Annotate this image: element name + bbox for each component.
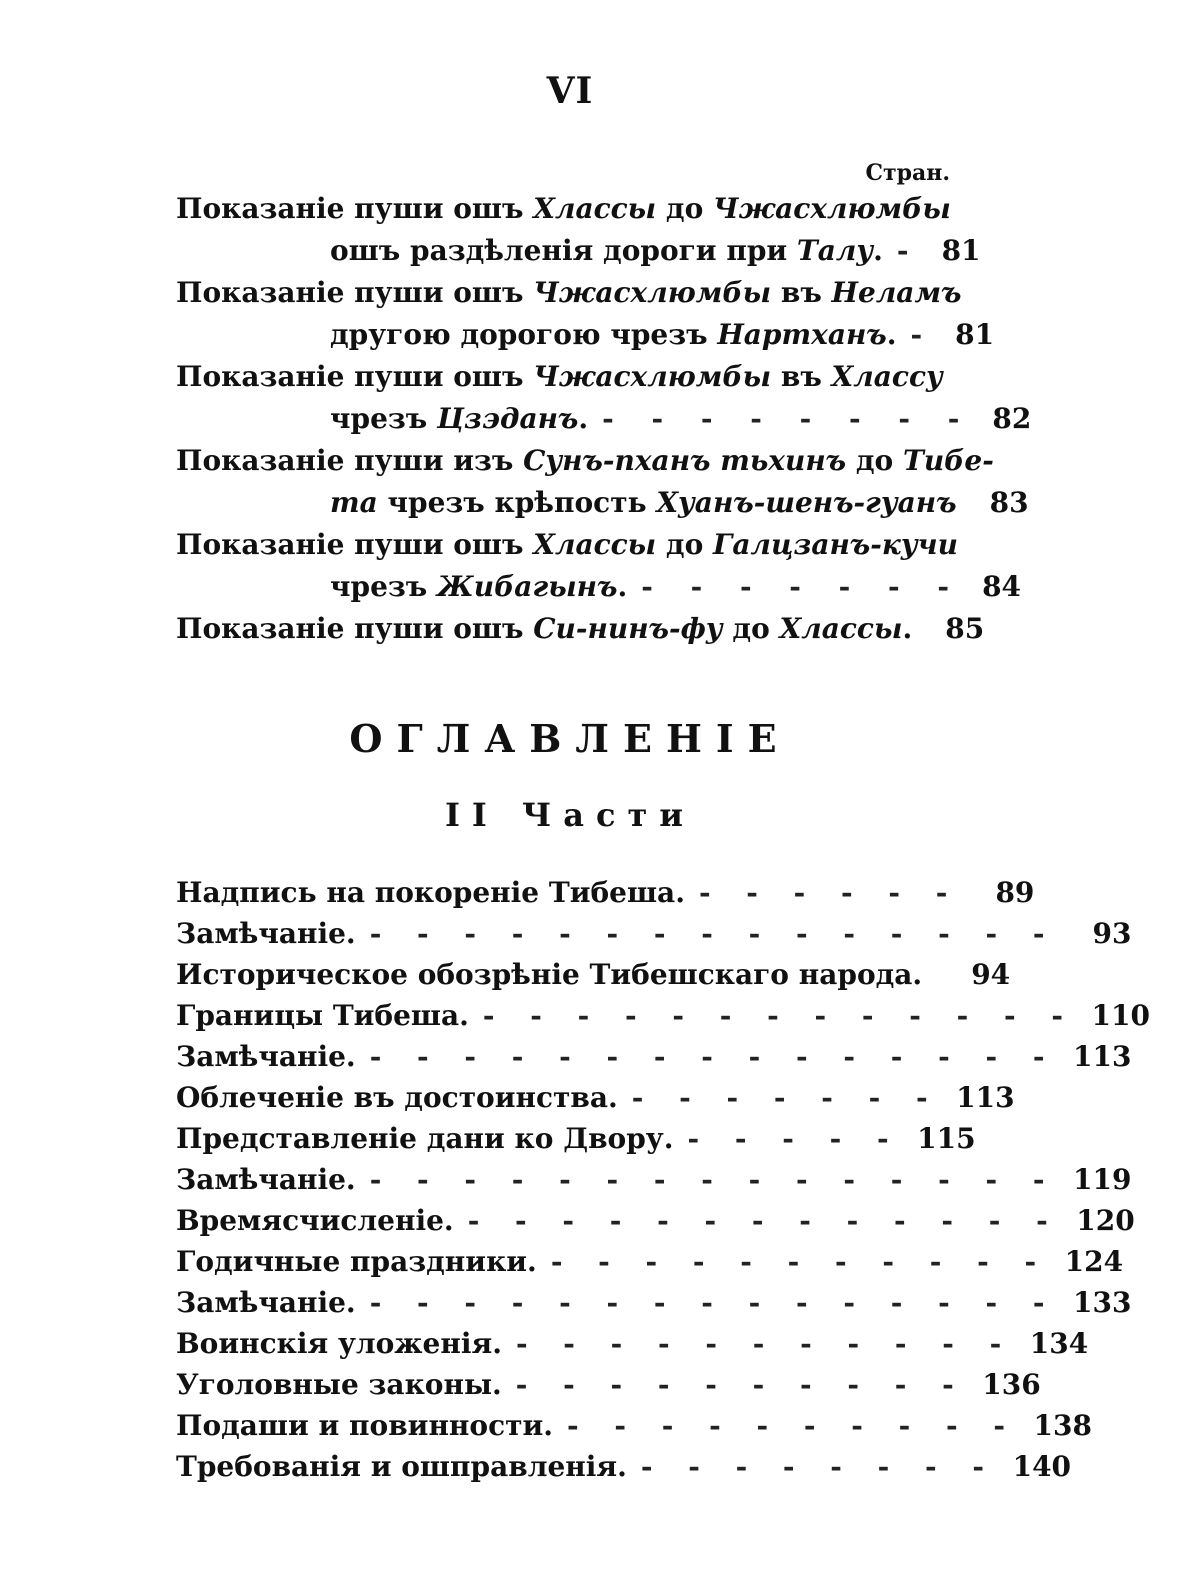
place-name: Хлассы — [533, 192, 657, 225]
place-name: Нартханъ — [717, 318, 887, 351]
dot-leader: - - - - - - - - - - — [515, 1368, 967, 1401]
dot-leader: - - - - - - - — [631, 1081, 941, 1114]
toc-page-number: 124 — [1064, 1245, 1124, 1278]
toc-row — [176, 1200, 1135, 1241]
route-page-number: 85 — [945, 612, 985, 645]
place-name: Талу — [796, 234, 874, 267]
route-text-segment: чрезъ — [330, 402, 437, 435]
toc-row — [176, 1118, 976, 1159]
route-text-segment: Показаніе пуши ошъ — [176, 360, 534, 393]
toc-row — [176, 1159, 1132, 1200]
contents-heading: ОГЛАВЛЕНІЕ — [349, 716, 791, 761]
route-text — [176, 272, 961, 314]
toc-row — [176, 1036, 1132, 1077]
toc-page-number: 133 — [1073, 1286, 1132, 1319]
toc-title: Надпись на покореніе Тибеша. — [176, 876, 685, 909]
route-text — [330, 482, 957, 524]
dot-leader: - — [910, 318, 937, 351]
route-line — [176, 440, 994, 482]
route-page-number: 81 — [941, 234, 981, 267]
route-text-segment: Показаніе пуши ошъ — [176, 612, 534, 645]
dot-leader: - - - - - - - - - - - - - - - — [369, 1163, 1058, 1196]
toc-title: Замѣчаніе. — [176, 1286, 356, 1319]
place-name: Тибе- — [902, 444, 994, 477]
toc-page-number: 119 — [1073, 1163, 1132, 1196]
dot-leader: - - - - - - — [698, 876, 961, 909]
toc-title: Границы Тибеша. — [176, 999, 469, 1032]
route-text-segment: въ — [771, 360, 832, 393]
table-of-contents — [176, 872, 1150, 1487]
toc-row — [176, 1282, 1132, 1323]
route-text-segment: до — [656, 528, 714, 561]
route-text-segment: . — [886, 318, 897, 351]
route-line — [176, 566, 1022, 608]
dot-leader: - - - - - - - - - - - — [550, 1245, 1050, 1278]
place-name: Галцзанъ-кучи — [713, 528, 958, 561]
route-page-number: 82 — [992, 402, 1032, 435]
toc-row — [176, 1077, 1015, 1118]
place-name: Хлассы — [533, 528, 657, 561]
dot-leader: - - - - - - - - - - - — [515, 1327, 1015, 1360]
route-text-segment: Показаніе пуши ошъ — [176, 528, 534, 561]
place-name: Си-нинъ-фу — [533, 612, 723, 645]
route-text — [330, 566, 627, 608]
toc-page-number: 120 — [1076, 1204, 1135, 1237]
route-text-segment: Показаніе пуши ошъ — [176, 276, 534, 309]
toc-row — [176, 1446, 1072, 1487]
route-line — [176, 230, 981, 272]
toc-page-number: 93 — [1092, 917, 1132, 950]
dot-leader: - - - - - - - - - - - - - - - — [369, 1040, 1058, 1073]
toc-row — [176, 1364, 1041, 1405]
dot-leader: - - - - - - - - — [640, 1450, 998, 1483]
route-entry — [176, 440, 1029, 524]
route-line — [176, 272, 962, 314]
toc-row — [176, 1405, 1092, 1446]
route-text-segment: въ — [771, 276, 832, 309]
route-entry — [176, 272, 995, 356]
dot-leader: - - - - - - - - — [602, 402, 974, 435]
route-text — [176, 608, 912, 650]
toc-title: Воинскія уложенія. — [176, 1327, 502, 1360]
toc-row — [176, 913, 1132, 954]
dot-leader: - - - - - — [687, 1122, 902, 1155]
toc-title: Требованія и ошправленія. — [176, 1450, 627, 1483]
place-name: Чжасхлюмбы — [533, 360, 772, 393]
route-text-segment: Показаніе пуши ошъ — [176, 192, 534, 225]
toc-page-number: 134 — [1029, 1327, 1089, 1360]
route-text-segment: до — [656, 192, 714, 225]
toc-row — [176, 995, 1150, 1036]
toc-title: Историческое обозрѣніе Тибешскаго народа. — [176, 958, 923, 991]
route-text — [176, 356, 943, 398]
route-line — [176, 608, 985, 650]
toc-title: Годичные праздники. — [176, 1245, 537, 1278]
route-entry — [176, 608, 985, 650]
route-text-segment: другою дорогою чрезъ — [330, 318, 718, 351]
dot-leader: - - - - - - - - - - - - - — [467, 1204, 1061, 1237]
place-name: Хлассы — [779, 612, 903, 645]
route-list — [176, 188, 1032, 650]
toc-title: Облеченіе въ достоинства. — [176, 1081, 618, 1114]
place-name: Чжасхлюмбы — [533, 276, 772, 309]
route-text-segment: . — [578, 402, 589, 435]
route-entry — [176, 524, 1022, 608]
dot-leader: - - - - - - - - - - - - - — [482, 999, 1076, 1032]
place-name: Хуанъ-шенъ-гуанъ — [656, 486, 957, 519]
contents-subheading: II Части — [444, 796, 696, 834]
toc-page-number: 138 — [1033, 1409, 1092, 1442]
route-text — [176, 524, 958, 566]
place-name: Чжасхлюмбы — [713, 192, 951, 225]
dot-leader: - - - - - - - — [641, 570, 964, 603]
toc-page-number: 115 — [917, 1122, 976, 1155]
route-text-segment: до — [722, 612, 780, 645]
route-line — [176, 482, 1029, 524]
route-entry — [176, 188, 981, 272]
toc-title: Времясчисленіе. — [176, 1204, 454, 1237]
dot-leader: - - - - - - - - - - - - - - - — [369, 917, 1058, 950]
route-text — [176, 440, 994, 482]
place-name: Цзэданъ — [436, 402, 579, 435]
page-folio: VI — [546, 70, 594, 112]
toc-page-number: 140 — [1012, 1450, 1072, 1483]
route-page-number: 84 — [982, 570, 1022, 603]
toc-page-number: 136 — [982, 1368, 1041, 1401]
route-text-segment: Показаніе пуши изъ — [176, 444, 524, 477]
route-text — [330, 314, 897, 356]
route-text-segment: . — [902, 612, 913, 645]
page-column-header: Стран. — [865, 160, 950, 186]
route-entry — [176, 356, 1032, 440]
route-text-segment: . — [617, 570, 628, 603]
toc-title: Уголовные законы. — [176, 1368, 502, 1401]
place-name: Хлассу — [831, 360, 943, 393]
dot-leader: - - - - - - - - - - - - - - - — [369, 1286, 1058, 1319]
dot-leader: - — [896, 234, 923, 267]
toc-row — [176, 1241, 1124, 1282]
route-page-number: 83 — [989, 486, 1029, 519]
route-text — [330, 398, 588, 440]
toc-title: Представленіе дани ко Двору. — [176, 1122, 674, 1155]
route-line — [176, 524, 956, 566]
route-text-segment: чрезъ — [330, 570, 437, 603]
route-line — [176, 314, 995, 356]
toc-row — [176, 872, 1035, 913]
toc-title: Подаши и повинности. — [176, 1409, 554, 1442]
toc-page-number: 94 — [971, 958, 1011, 991]
place-name: Неламъ — [831, 276, 962, 309]
dot-leader: - - - - - - - - - - — [567, 1409, 1018, 1442]
toc-page-number: 113 — [956, 1081, 1015, 1114]
place-name: та — [330, 486, 378, 519]
route-text-segment: до — [846, 444, 903, 477]
toc-page-number: 89 — [995, 876, 1035, 909]
route-page-number: 81 — [955, 318, 995, 351]
route-line — [176, 188, 956, 230]
route-text — [176, 188, 951, 230]
route-text-segment: чрезъ крѣпость — [377, 486, 657, 519]
toc-title: Замѣчаніе. — [176, 917, 356, 950]
place-name: Сунъ-пханъ тьхинъ — [523, 444, 847, 477]
route-text-segment: ошъ раздѣленія дороги при — [330, 234, 797, 267]
route-line — [176, 356, 956, 398]
toc-title: Замѣчаніе. — [176, 1040, 356, 1073]
route-line — [176, 398, 1032, 440]
toc-title: Замѣчаніе. — [176, 1163, 356, 1196]
toc-page-number: 113 — [1073, 1040, 1132, 1073]
route-text — [330, 230, 883, 272]
toc-page-number: 110 — [1091, 999, 1150, 1032]
toc-row — [176, 954, 1011, 995]
toc-row — [176, 1323, 1089, 1364]
place-name: Жибагынъ — [436, 570, 618, 603]
route-text-segment: . — [873, 234, 883, 267]
